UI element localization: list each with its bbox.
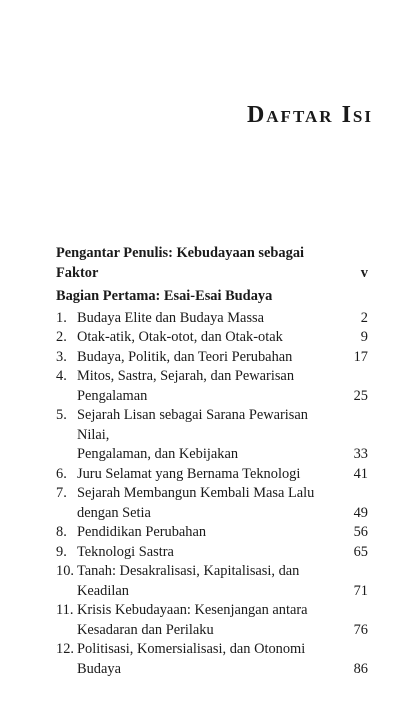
toc-entry-line[interactable]: [56, 504, 368, 524]
toc-entry-title: Mitos, Sastra, Sejarah, dan Pewarisan: [77, 368, 295, 384]
toc-preface-page: v: [360, 264, 368, 281]
toc-entry-line[interactable]: [56, 406, 368, 445]
page-title: Daftar Isi: [246, 102, 373, 128]
toc-entry-title: Budaya Elite dan Budaya Massa: [77, 309, 265, 326]
toc-entry-number: 11.: [56, 602, 74, 618]
toc-entry-line[interactable]: [56, 543, 368, 563]
toc-entry-line[interactable]: [56, 523, 368, 543]
toc-entry-number: 10.: [56, 563, 74, 579]
toc-part-title: Bagian Pertama: Esai-Esai Budaya: [56, 288, 273, 304]
toc-entry-line[interactable]: [56, 640, 368, 660]
toc-entry-line[interactable]: [56, 309, 368, 329]
toc-entry-title: Budaya, Politik, dan Teori Perubahan: [77, 348, 293, 365]
toc-entry-title: Tanah: Desakralisasi, Kapitalisasi, dan: [77, 563, 300, 579]
toc-entry-number: 5.: [56, 407, 67, 423]
toc-entry-number: 9.: [56, 543, 67, 560]
toc-entry-number: [56, 387, 77, 407]
toc-entry-number: [56, 582, 77, 602]
toc-entry-title: Pengalaman, dan Kebijakan: [77, 446, 239, 462]
toc-items: [56, 309, 368, 680]
toc-entry-page: 25: [353, 387, 368, 404]
toc-entry-page: 33: [353, 446, 368, 462]
toc-entry-number: 3.: [56, 348, 67, 365]
toc-entry-title: Budaya: [77, 660, 121, 677]
toc-entry-page: 71: [353, 582, 368, 599]
toc-entry-title: Otak-atik, Otak-otot, dan Otak-otak: [77, 329, 283, 345]
toc-entry-page: 2: [360, 309, 368, 326]
toc-entry-number: 2.: [56, 329, 67, 345]
toc-preface-title: Pengantar Penulis: Kebudayaan sebagai Faktor: [56, 245, 305, 281]
toc-entry-page: 76: [353, 621, 368, 638]
toc-entry-page: 65: [353, 543, 368, 560]
toc-entry-page: 49: [353, 504, 368, 521]
toc-entry-number: 1.: [56, 309, 67, 326]
toc-entry-page: 17: [353, 348, 368, 365]
toc-entry-title: Sejarah Lisan sebagai Sarana Pewarisan Nilai,: [77, 407, 308, 443]
toc-entry-title: Kesadaran dan Perilaku: [77, 621, 214, 638]
toc-entry-title: Teknologi Sastra: [77, 543, 174, 560]
toc-part-heading: [56, 287, 368, 307]
toc-entry-number: [56, 445, 77, 465]
toc-entry-number: 8.: [56, 524, 67, 540]
toc-entry-line[interactable]: [56, 348, 368, 368]
toc-entry-title: Krisis Kebudayaan: Kesenjangan antara: [77, 602, 308, 618]
toc-entry-page: 86: [353, 660, 368, 677]
toc-entry-line[interactable]: [56, 601, 368, 621]
toc-entry-line[interactable]: [56, 387, 368, 407]
toc-preface-row[interactable]: [56, 244, 368, 283]
toc-entry-title: dengan Setia: [77, 504, 151, 521]
toc-entry-number: 7.: [56, 485, 67, 501]
toc-entry-page: 9: [360, 329, 368, 345]
toc-entry-number: [56, 660, 77, 680]
toc-entry-line[interactable]: [56, 562, 368, 582]
toc-entry-page: 41: [353, 465, 368, 482]
toc-entry-line[interactable]: [56, 621, 368, 641]
toc-entry-number: 4.: [56, 368, 67, 384]
toc-entry-line[interactable]: [56, 465, 368, 485]
toc-entry-title: Politisasi, Komersialisasi, dan Otonomi: [77, 641, 306, 657]
toc-entry-line[interactable]: [56, 445, 368, 465]
toc-entry-number: [56, 504, 77, 524]
toc-entry-number: 6.: [56, 465, 67, 482]
toc-entry-line[interactable]: [56, 484, 368, 504]
toc-entry-title: Pendidikan Perubahan: [77, 524, 207, 540]
toc-entry-title: Juru Selamat yang Bernama Teknologi: [77, 465, 301, 482]
toc-entry-line[interactable]: [56, 582, 368, 602]
toc-entry-title: Sejarah Membangun Kembali Masa Lalu: [77, 485, 315, 501]
toc-entry-line[interactable]: [56, 328, 368, 348]
toc-entry-title: Pengalaman: [77, 387, 148, 404]
toc-entry-page: 56: [353, 524, 368, 540]
toc-entry-line[interactable]: [56, 660, 368, 680]
toc-entry-line[interactable]: [56, 367, 368, 387]
toc-entry-title: Keadilan: [77, 582, 129, 599]
toc-entry-number: 12.: [56, 641, 74, 657]
table-of-contents: [56, 244, 368, 679]
toc-entry-number: [56, 621, 77, 641]
